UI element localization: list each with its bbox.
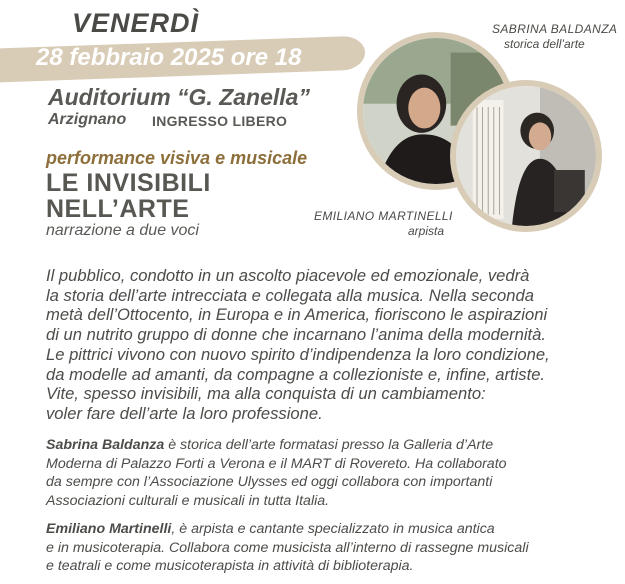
description-line: Vite, spesso invisibili, ma alla conquista di un cambiamento: [46,384,486,404]
bio-emiliano [46,520,606,576]
bio-sabrina [46,436,606,510]
event-kind: performance visiva e musicale [46,148,308,168]
description-line: la storia dell’arte intrecciata e collegata alla musica. Nella seconda [46,285,534,305]
bio-emiliano-line: e in musicoterapia. Collabora come musicista all’interno di rassegne musicali [46,539,529,556]
caption-sabrina-name: SABRINA BALDANZA [492,22,618,36]
event-city: Arzignano [48,111,127,128]
caption-emiliano-role: arpista [408,224,445,238]
description-line: Le pittrici vivono con nuovo spirito d’indipendenza la loro condizione, [46,344,550,364]
description-line: Il pubblico, condotto in un ascolto piacevole ed emozionale, vedrà [46,266,530,285]
bio-emiliano-line: e teatrali e come musicoterapista in attività di biblioterapia. [46,558,414,575]
event-date: 28 febbraio 2025 ore 18 [36,44,302,71]
event-title-line1: LE INVISIBILI [46,169,211,197]
event-venue: Auditorium “G. Zanella” [48,84,310,110]
event-title-line2: NELL’ARTE [46,195,190,223]
bio-sabrina-line: Moderna di Palazzo Forti a Verona e il MART di Rovereto. Ha collaborato [46,455,507,472]
event-day: VENERDÌ [72,8,200,38]
bio-sabrina-line: Associazioni culturali e musicali in tutta Italia. [46,492,330,509]
bio-emiliano-name: Emiliano Martinelli [46,521,172,537]
portrait-emiliano [450,80,602,232]
caption-emiliano-name: EMILIANO MARTINELLI [314,209,453,223]
bio-sabrina-text: è storica dell’arte formatasi presso la Galleria d’Arte [164,437,494,453]
description-line: voler fare dell’arte la loro professione. [46,403,323,423]
bio-emiliano-text: , è arpista e cantante specializzato in musica antica [171,521,495,537]
portrait-emiliano-image [456,86,596,226]
description-line: di un nutrito gruppo di donne che incarnano l’anima della modernità. [46,325,546,345]
event-description [46,266,616,424]
entry-info: INGRESSO LIBERO [152,113,288,129]
caption-sabrina-role: storica dell’arte [504,37,585,51]
event-title [46,170,211,222]
description-line: metà dell’Ottocento, in Europa e in America, fioriscono le aspirazioni [46,305,548,325]
bio-sabrina-name: Sabrina Baldanza [46,437,165,453]
description-line: da modelle ad amanti, da compagne a collezioniste e, infine, artiste. [46,364,546,384]
bio-sabrina-line: da sempre con l’Associazione Ulysses ed oggi collabora con importanti [46,474,493,491]
event-subtitle: narrazione a due voci [46,222,199,239]
